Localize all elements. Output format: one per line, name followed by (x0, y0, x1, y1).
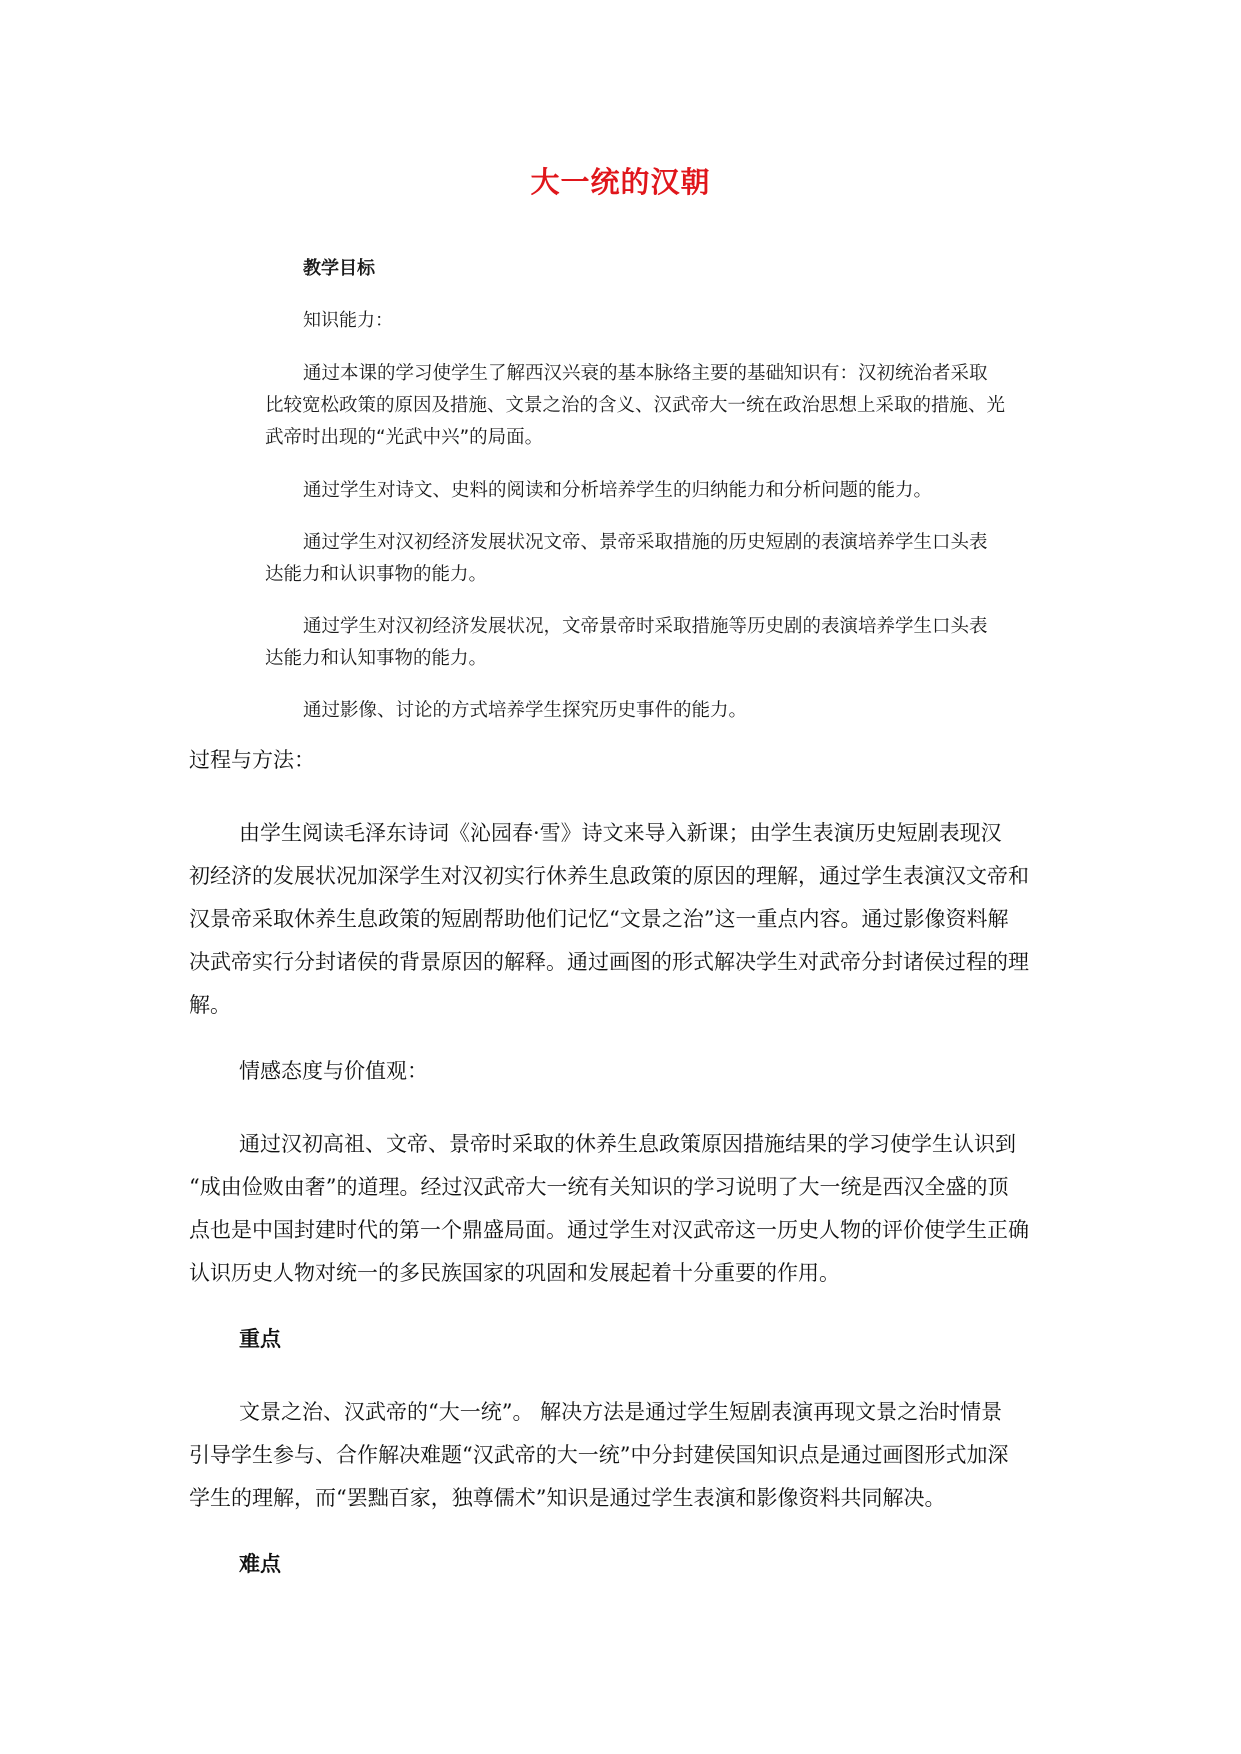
key-point-line-1: 文景之治、汉武帝的“大一统”。 解决方法是通过学生短剧表演再现文景之治时情景 (239, 1400, 1003, 1424)
scan-p4-line2: 达能力和认知事物的能力。 (265, 648, 488, 669)
key-point-line-3: 学生的理解，而“罢黜百家，独尊儒术”知识是通过学生表演和影像资料共同解决。 (189, 1486, 946, 1510)
emotion-line-2: “成由俭败由奢”的道理。经过汉武帝大一统有关知识的学习说明了大一统是西汉全盛的顶 (189, 1175, 1009, 1199)
scan-p3-line2: 达能力和认识事物的能力。 (265, 564, 488, 585)
knowledge-subheading: 知识能力： (303, 310, 393, 331)
scan-p3-line1: 通过学生对汉初经济发展状况文帝、景帝采取措施的历史短剧的表演培养学生口头表 (303, 532, 988, 553)
scan-p4-line1: 通过学生对汉初经济发展状况，文帝景帝时采取措施等历史剧的表演培养学生口头表 (303, 616, 988, 637)
emotion-line-4: 认识历史人物对统一的多民族国家的巩固和发展起着十分重要的作用。 (189, 1261, 840, 1285)
page-title: 大一统的汉朝 (530, 165, 711, 199)
scan-p1-line3: 武帝时出现的“光武中兴”的局面。 (265, 427, 544, 448)
objectives-heading: 教学目标 (303, 258, 375, 279)
emotion-line-3: 点也是中国封建时代的第一个鼎盛局面。通过学生对汉武帝这一历史人物的评价使学生正确 (189, 1218, 1029, 1242)
process-label: 过程与方法： (189, 748, 315, 772)
emotion-line-1: 通过汉初高祖、文帝、景帝时采取的休养生息政策原因措施结果的学习使学生认识到 (239, 1132, 1016, 1156)
key-point-line-2: 引导学生参与、合作解决难题“汉武帝的大一统”中分封建侯国知识点是通过画图形式加深 (189, 1443, 1009, 1467)
process-line-5: 解。 (189, 993, 231, 1017)
scan-p5-line1: 通过影像、讨论的方式培养学生探究历史事件的能力。 (303, 700, 748, 721)
scan-p1-line1: 通过本课的学习使学生了解西汉兴衰的基本脉络主要的基础知识有：汉初统治者采取 (303, 363, 988, 384)
key-point-heading: 重点 (239, 1326, 281, 1351)
scan-p2-line1: 通过学生对诗文、史料的阅读和分析培养学生的归纳能力和分析问题的能力。 (303, 480, 933, 501)
process-line-2: 初经济的发展状况加深学生对汉初实行休养生息政策的原因的理解，通过学生表演汉文帝和 (189, 864, 1029, 888)
process-line-1: 由学生阅读毛泽东诗词《沁园春·雪》诗文来导入新课；由学生表演历史短剧表现汉 (239, 821, 1002, 845)
process-line-4: 决武帝实行分封诸侯的背景原因的解释。通过画图的形式解决学生对武帝分封诸侯过程的理 (189, 950, 1029, 974)
scan-p1-line2: 比较宽松政策的原因及措施、文景之治的含义、汉武帝大一统在政治思想上采取的措施、光 (265, 395, 1006, 416)
process-line-3: 汉景帝采取休养生息政策的短剧帮助他们记忆“文景之治”这一重点内容。通过影像资料解 (189, 907, 1009, 931)
difficulty-heading: 难点 (239, 1551, 281, 1576)
emotion-label: 情感态度与价值观： (239, 1059, 428, 1083)
